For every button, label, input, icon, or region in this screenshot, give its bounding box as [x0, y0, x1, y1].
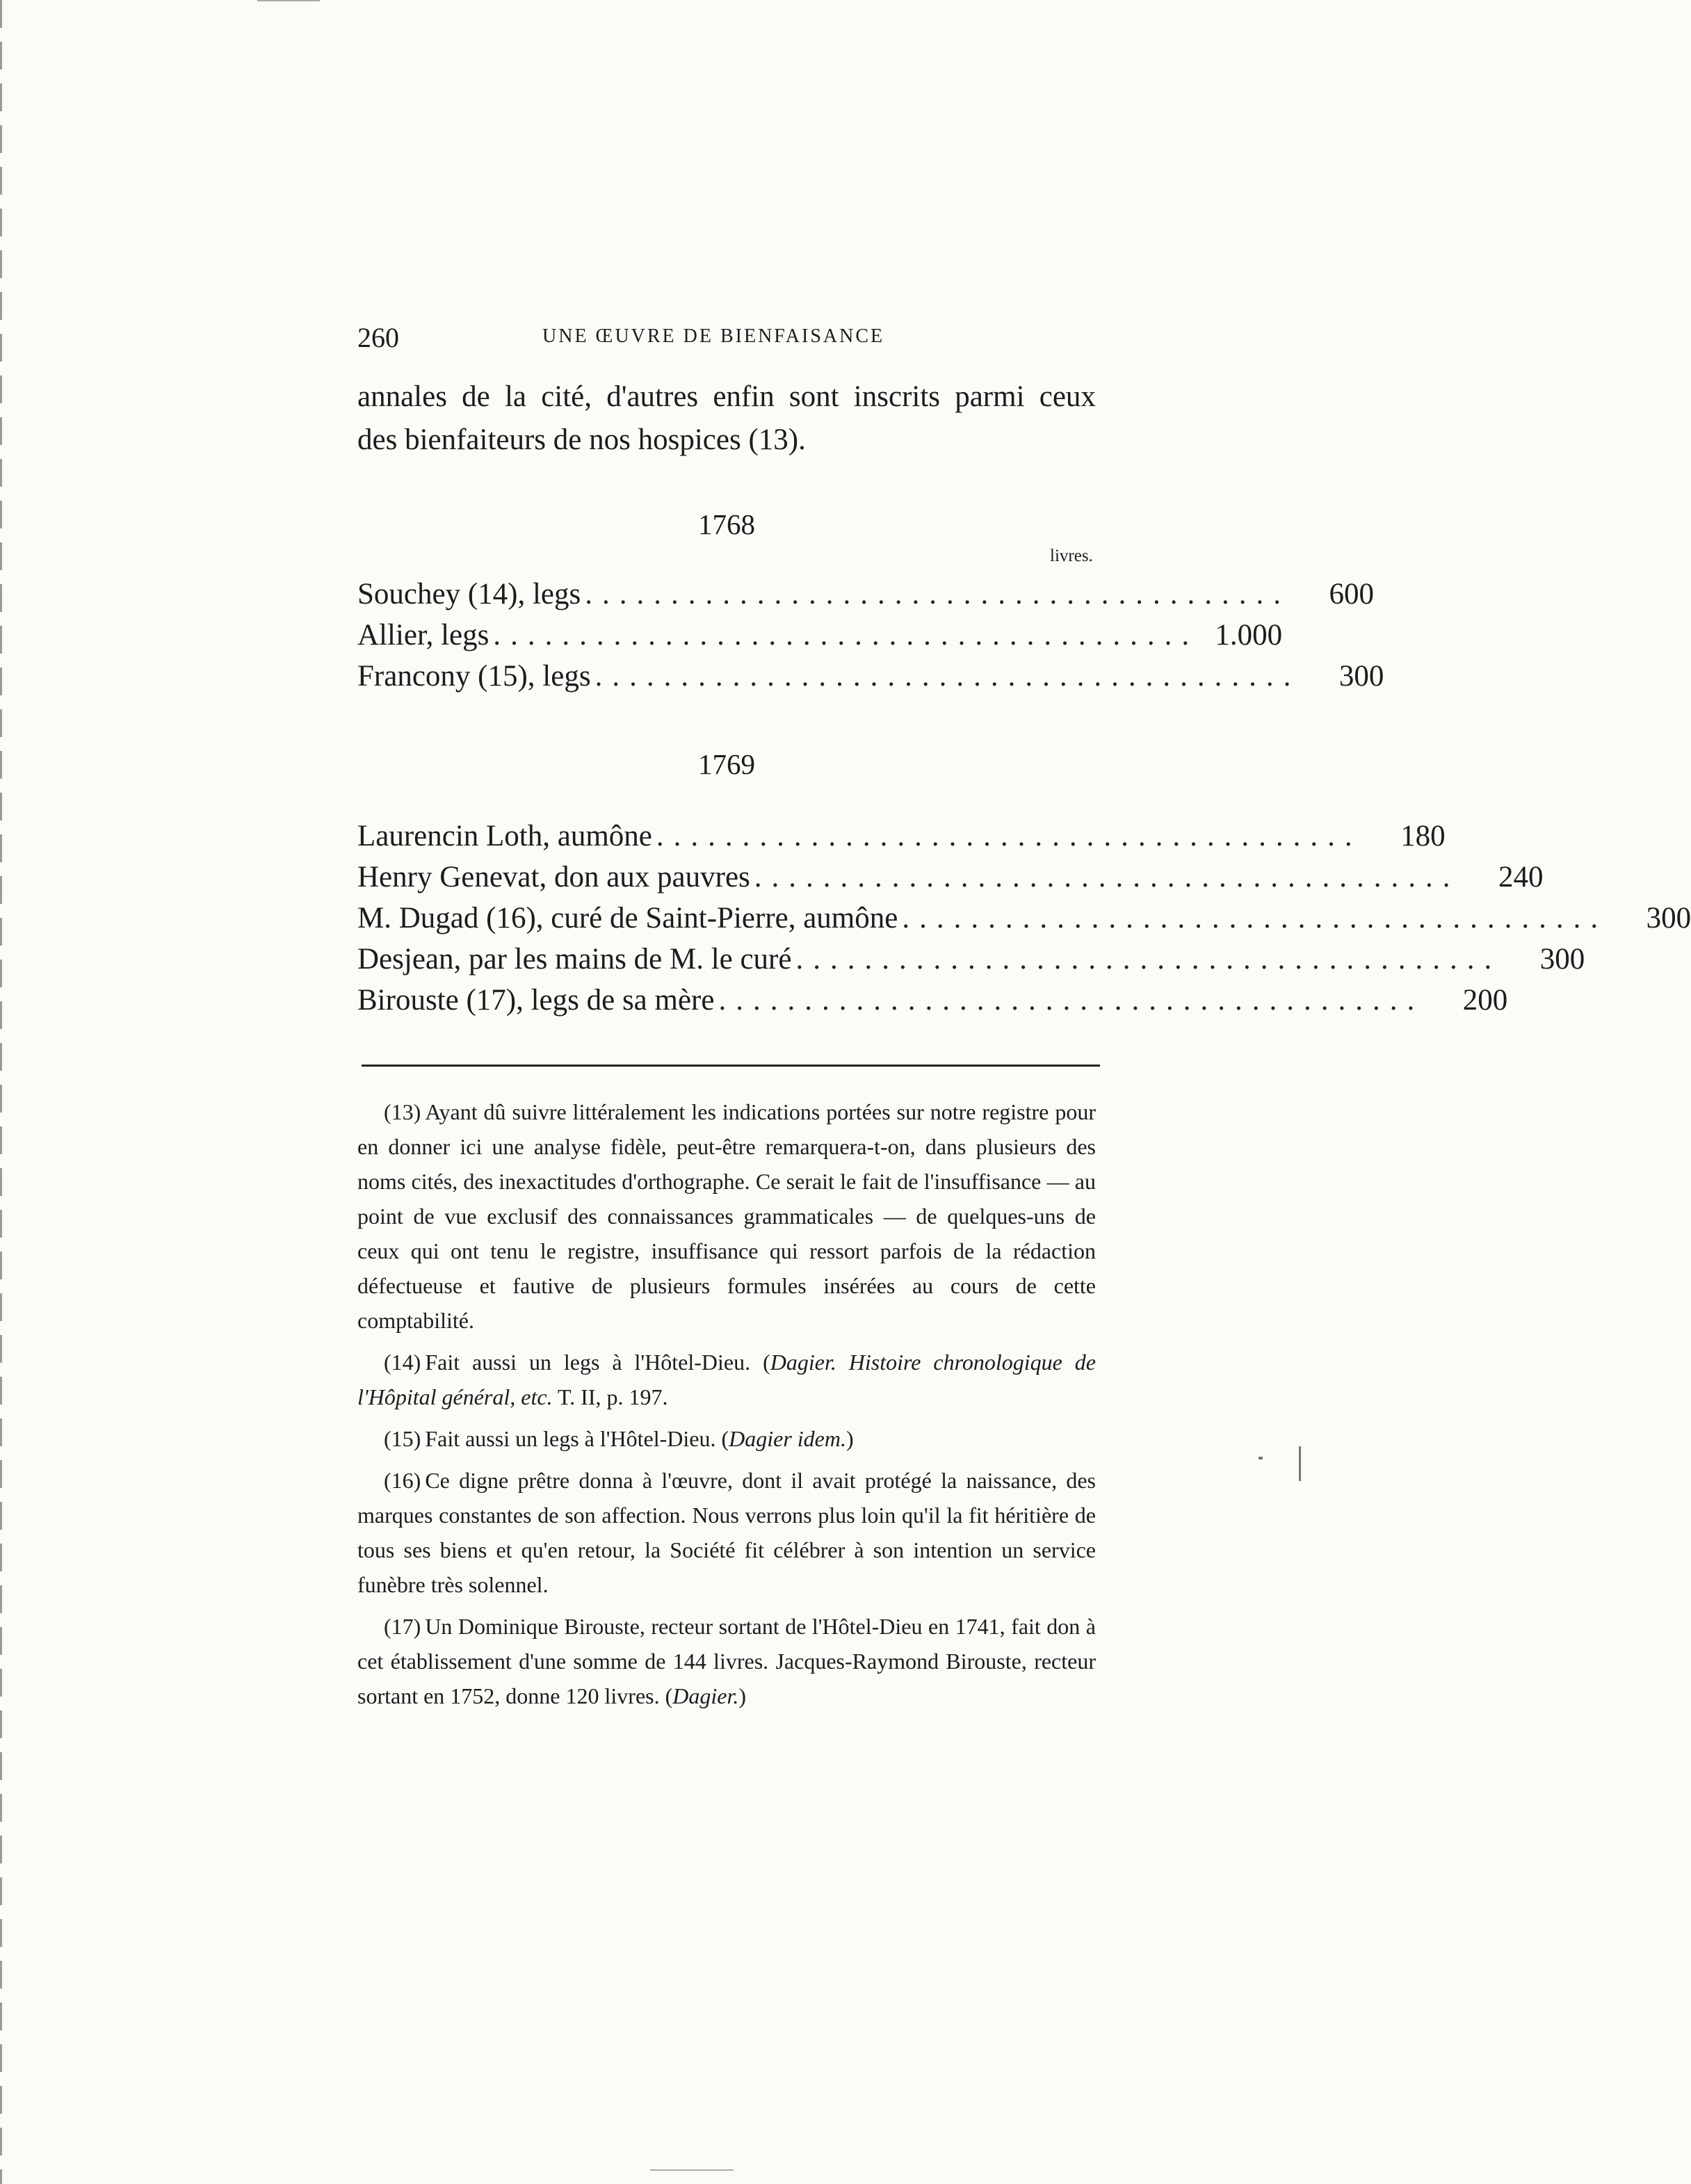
leader-dots: .........................................	[656, 820, 1362, 852]
entry-name: Desjean, par les mains de M. le curé	[357, 943, 792, 976]
footnote-separator	[362, 1065, 1100, 1067]
entry-name: Henry Genevat, don aux pauvres	[357, 861, 750, 893]
footnote-text: Ayant dû suivre littéralement les indications portées sur notre registre pour en donner ici une analyse fidèle, peut-être remarquera-t-on, dans plusieurs des noms cités, des inexactitudes d'orthographe. Ce serait le fait de l'insuffisance — au point de vue exclusif des connaissances grammaticales — de quelques-uns de ceux qui ont tenu le registre, insuffisance qui ressort parfois de la rédaction défectueuse et fautive de plusieurs formules insérées au cours de cette comptabilité.	[357, 1099, 1096, 1333]
ledger-entry	[357, 980, 1508, 1021]
footnote-15	[357, 1421, 1096, 1456]
footnote-text-end: T. II, p. 197.	[552, 1384, 668, 1409]
footnote-text: Fait aussi un legs à l'Hôtel-Dieu. (	[425, 1426, 729, 1451]
leader-dots: .........................................	[585, 578, 1290, 610]
word: cité,	[541, 380, 592, 413]
word: de	[462, 380, 490, 413]
word: ceux	[1039, 380, 1096, 413]
leader-dots: .........................................	[902, 902, 1608, 935]
word: enfin	[713, 380, 775, 413]
ledger-entry	[357, 939, 1585, 980]
entry-name: Birouste (17), legs de sa mère	[357, 984, 715, 1017]
page-header	[357, 321, 1096, 363]
word: inscrits	[853, 380, 941, 413]
ledger-entry	[357, 857, 1544, 898]
word: sont	[788, 380, 839, 413]
footnote-number: (16)	[384, 1468, 421, 1493]
running-head: UNE ŒUVRE DE BIENFAISANCE	[542, 325, 885, 347]
word: parmi	[955, 380, 1025, 413]
footnote-text: Un Dominique Birouste, recteur sortant de l'Hôtel-Dieu en 1741, fait don à cet établissement d'une somme de 144 livres. Jacques-Raymond Birouste, recteur sortant en 1752, donne 120 livres. (	[357, 1614, 1096, 1708]
footnote-text-end: )	[846, 1426, 854, 1451]
entry-name: M. Dugad (16), curé de Saint-Pierre, aumône	[357, 902, 898, 935]
entry-amount: 1.000	[1215, 619, 1283, 652]
entry-name: Francony (15), legs	[357, 660, 591, 693]
entry-amount: 180	[1400, 820, 1446, 852]
word: la	[504, 380, 526, 413]
footnote-number: (17)	[384, 1614, 421, 1639]
scan-edge	[0, 0, 2, 2184]
footnote-text: Fait aussi un legs à l'Hôtel-Dieu. (	[425, 1350, 770, 1375]
footnote-16	[357, 1463, 1096, 1602]
footnotes	[357, 1094, 1096, 1720]
entry-amount: 200	[1462, 984, 1508, 1017]
footnote-citation: Dagier idem.	[729, 1426, 846, 1451]
footnote-citation: Dagier. Histoire chronologique de l'Hôpital général, etc.	[357, 1350, 1097, 1409]
scan-mark	[650, 2169, 734, 2171]
leader-dots: .........................................	[493, 619, 1199, 652]
footnote-number: (13)	[384, 1099, 421, 1124]
year-heading-1768: 1768	[698, 508, 755, 540]
scan-mark	[1259, 1457, 1263, 1459]
year-heading-1769: 1769	[698, 748, 755, 780]
footnote-14	[357, 1345, 1096, 1414]
footnote-number: (14)	[384, 1350, 421, 1375]
leader-dots: .........................................	[754, 861, 1460, 893]
leader-dots: .........................................	[795, 943, 1502, 976]
leader-dots: .........................................	[718, 984, 1425, 1017]
footnote-citation: Dagier.	[672, 1683, 739, 1708]
page-number: 260	[357, 322, 399, 353]
ledger-entry	[357, 656, 1384, 697]
ledger-entry	[357, 615, 1283, 656]
word: annales	[357, 380, 447, 413]
intro-line-1	[357, 375, 1096, 419]
entry-name: Laurencin Loth, aumône	[357, 820, 652, 852]
entry-amount: 300	[1338, 660, 1384, 693]
ledger-entry	[357, 574, 1374, 615]
entry-amount: 240	[1498, 861, 1544, 893]
intro-paragraph	[357, 375, 1096, 462]
ledger-entry	[357, 816, 1446, 857]
footnote-13	[357, 1094, 1096, 1338]
leader-dots: .........................................	[594, 660, 1301, 693]
word: d'autres	[606, 380, 699, 413]
scan-mark	[257, 0, 320, 1]
entry-amount: 300	[1539, 943, 1585, 976]
footnote-17	[357, 1609, 1096, 1713]
scan-mark	[1299, 1446, 1301, 1481]
entry-amount: 300	[1646, 902, 1691, 935]
ledger-entry	[357, 898, 1691, 939]
intro-line-2: des bienfaiteurs de nos hospices (13).	[357, 423, 806, 456]
footnote-number: (15)	[384, 1426, 421, 1451]
unit-label: livres.	[1050, 547, 1093, 565]
entry-name: Souchey (14), legs	[357, 578, 581, 610]
entry-amount: 600	[1329, 578, 1374, 610]
footnote-text: Ce digne prêtre donna à l'œuvre, dont il avait protégé la naissance, des marques constantes de son affection. Nous verrons plus loin qu'il la fit héritière de tous ses biens et qu'en retour, la Société fit célébrer à son intention un service funèbre très solennel.	[357, 1468, 1096, 1597]
footnote-text-end: )	[738, 1683, 747, 1708]
entry-name: Allier, legs	[357, 619, 490, 652]
